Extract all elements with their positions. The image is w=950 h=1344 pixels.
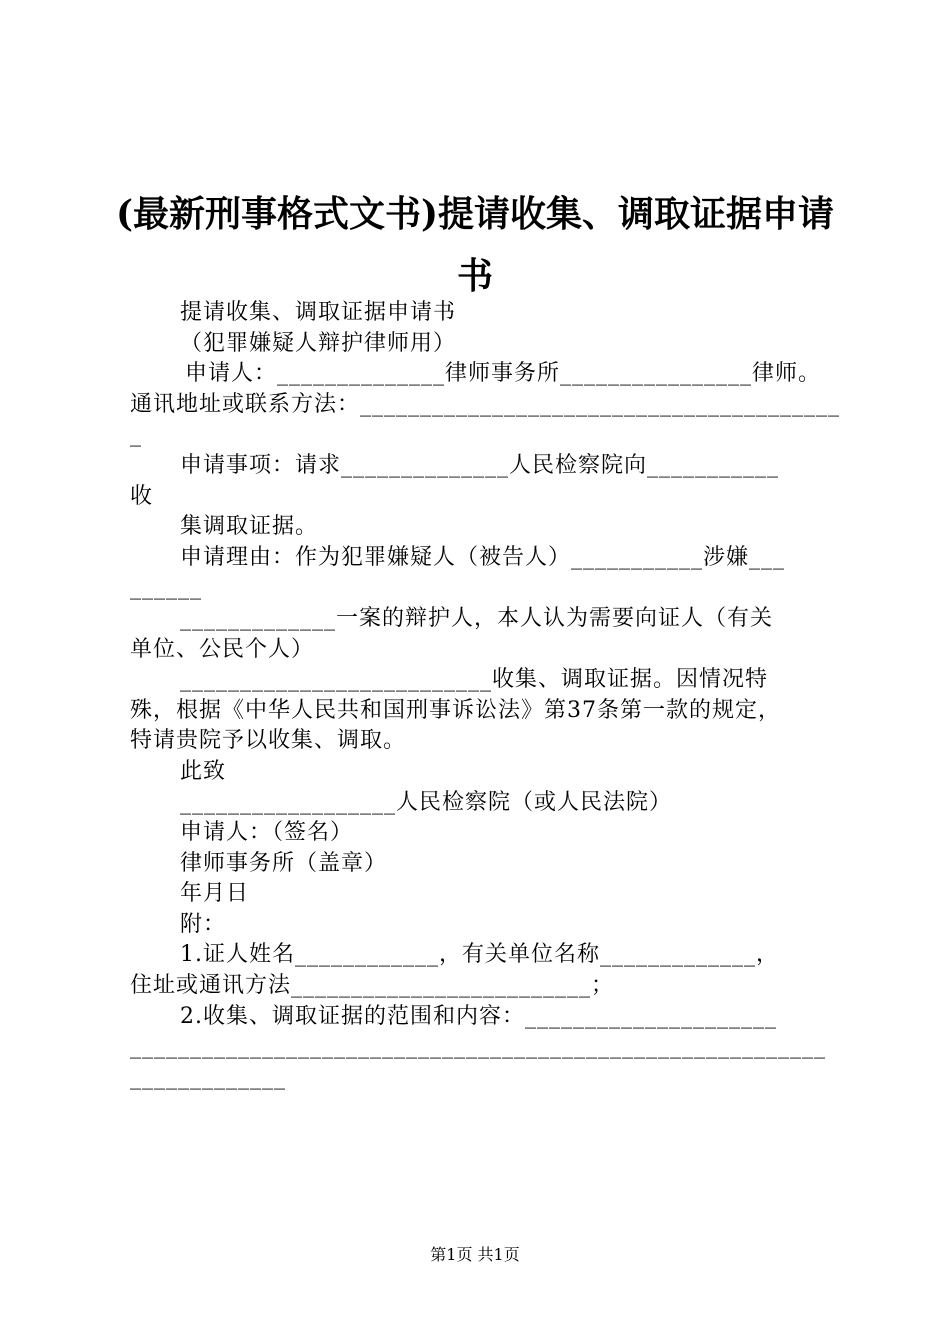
- reason-line-cont: ______: [130, 575, 202, 601]
- reason-line-3: 单位、公民个人）: [130, 636, 315, 662]
- title-line-2: 书: [456, 255, 493, 297]
- signature-line: 申请人：（签名）: [180, 820, 354, 846]
- title-line-1: (最新刑事格式文书)提请收集、调取证据申请: [115, 193, 835, 235]
- reason-line: 申请理由：作为犯罪嫌疑人（被告人）___________涉嫌___: [180, 544, 786, 570]
- reason-line-5: 殊，根据《中华人民共和国刑事诉讼法》第37条第一款的规定，: [130, 697, 781, 723]
- document-body: [130, 298, 850, 1093]
- salutation-line: 此致: [180, 758, 227, 784]
- reason-line-4: __________________________收集、调取证据。因情况特: [180, 667, 769, 693]
- document-title: [0, 183, 950, 307]
- reason-line-2: _____________一案的辩护人，本人认为需要向证人（有关: [180, 605, 774, 631]
- page-footer: 第1页 共1页: [430, 1245, 520, 1264]
- address-line: 通讯地址或联系方法：________________________________________: [130, 391, 841, 417]
- attachment-item-1-cont: 住址或通讯方法_________________________；: [130, 973, 615, 999]
- request-line: 申请事项：请求______________人民检察院向___________: [180, 452, 780, 478]
- attachment-item-1: 1.证人姓名____________，有关单位名称_____________，: [180, 942, 779, 968]
- seal-line: 律师事务所（盖章）: [180, 850, 388, 876]
- request-line-cont: 收: [130, 483, 154, 509]
- attachment-item-2-cont: __________________________________________________________: [130, 1034, 826, 1060]
- attachment-item-2-end: _____________: [130, 1064, 286, 1090]
- reason-line-6: 特请贵院予以收集、调取。: [130, 728, 407, 754]
- recipient-line: __________________人民检察院（或人民法院）: [180, 789, 673, 815]
- heading-line: 提请收集、调取证据申请书: [180, 300, 457, 325]
- attachment-item-2: 2.收集、调取证据的范围和内容：_____________________: [180, 1003, 777, 1029]
- attachment-label: 附：: [180, 911, 227, 937]
- subheading-line: （犯罪嫌疑人辩护律师用）: [180, 330, 457, 356]
- date-line: 年月日: [180, 881, 250, 907]
- applicant-line: 申请人：______________律师事务所________________律师。: [185, 361, 822, 387]
- address-line-cont: _: [130, 422, 142, 448]
- request-line-end: 集调取证据。: [180, 514, 319, 540]
